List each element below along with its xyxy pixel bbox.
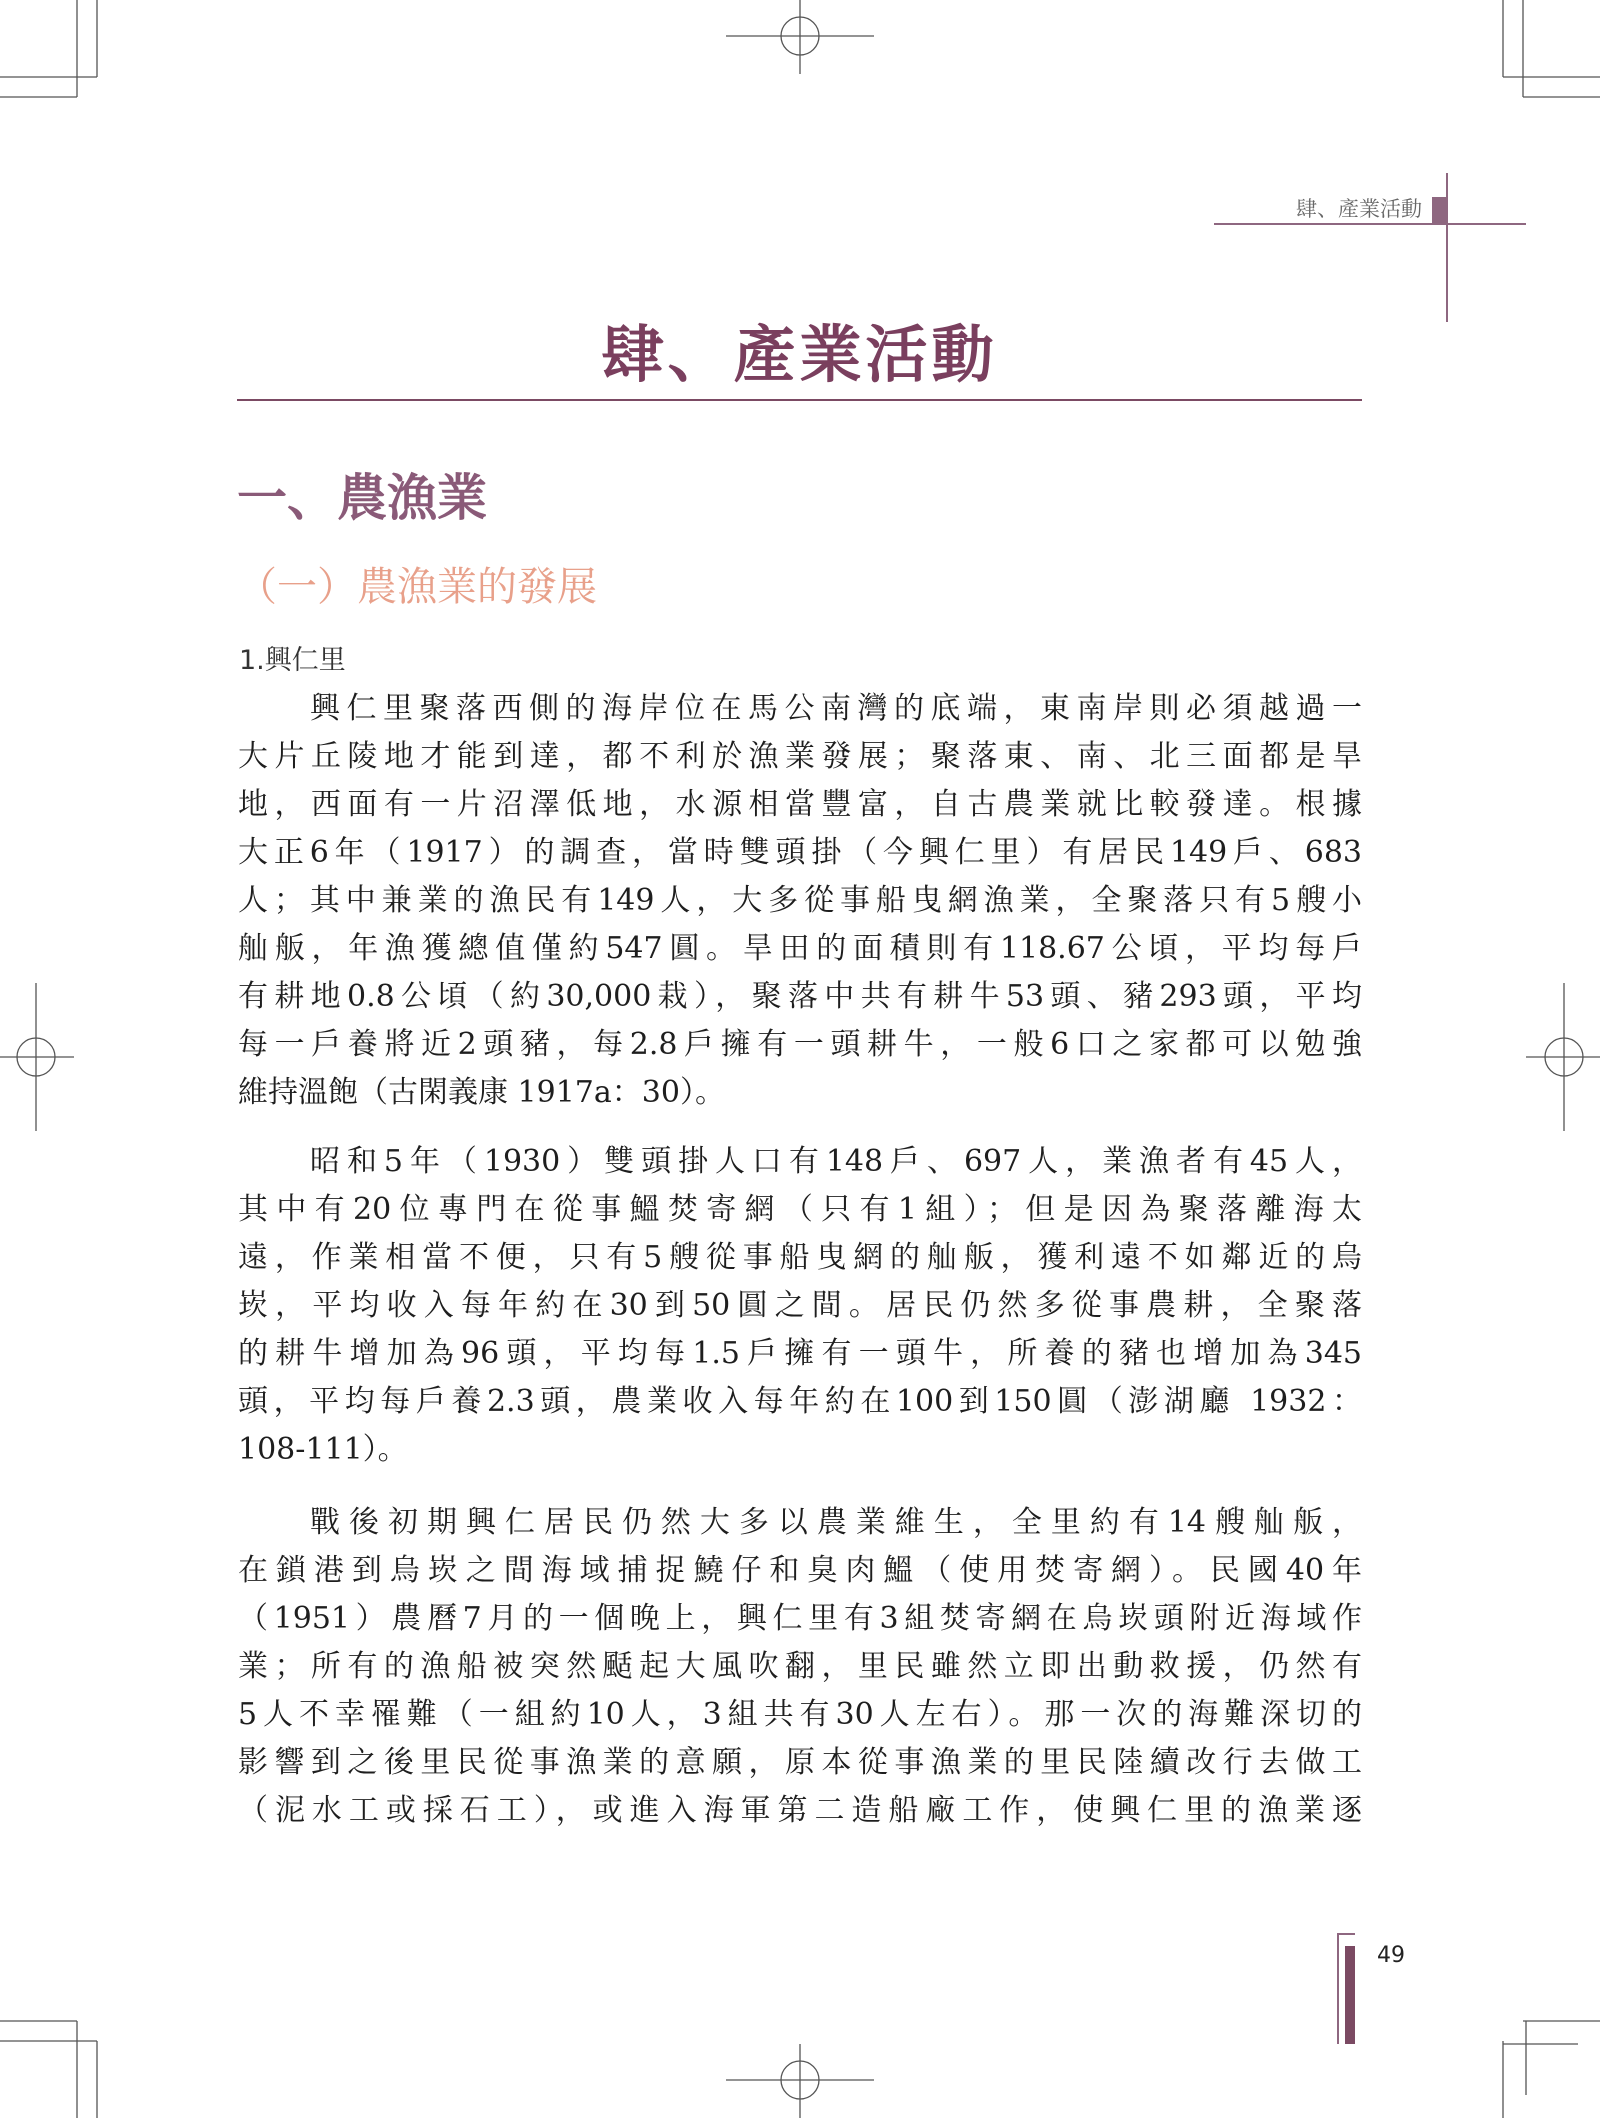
text-line: 興仁里聚落西側的海岸位在馬公南灣的底端，東南岸則必須越過一 xyxy=(310,691,1362,726)
text-line: 在鎖港到烏崁之間海域捕捉鱙仔和臭肉鰮（使用焚寄網）。民國40年 xyxy=(238,1553,1362,1588)
text-line: 影響到之後里民從事漁業的意願，原本從事漁業的里民陸續改行去做工 xyxy=(238,1745,1362,1780)
paragraph-1 xyxy=(238,685,1362,1117)
text-line: （泥水工或採石工），或進入海軍第二造船廠工作，使興仁里的漁業逐 xyxy=(238,1793,1362,1828)
running-header-block xyxy=(1432,197,1447,224)
chapter-title: 肆、產業活動 xyxy=(601,318,998,391)
text-line: 頭，平均每戶養2.3頭，農業收入每年約在100到150圓（澎湖廳 1932： xyxy=(238,1384,1362,1419)
text-line: （1951）農曆7月的一個晚上，興仁里有3組焚寄網在烏崁頭附近海域作 xyxy=(238,1601,1362,1636)
paragraph-2 xyxy=(238,1138,1362,1474)
paragraph-3 xyxy=(238,1499,1362,1835)
text-line: 舢舨，年漁獲總值僅約547圓。旱田的面積則有118.67公頃，平均每戶 xyxy=(238,931,1362,966)
text-line: 崁，平均收入每年約在30到50圓之間。居民仍然多從事農耕，全聚落 xyxy=(238,1288,1362,1323)
text-line: 有耕地0.8公頃（約30,000栽），聚落中共有耕牛53頭、豬293頭，平均 xyxy=(238,979,1362,1014)
text-line: 戰後初期興仁居民仍然大多以農業維生，全里約有14艘舢舨， xyxy=(310,1505,1362,1540)
text-line: 地，西面有一片沼澤低地，水源相當豐富，自古農業就比較發達。根據 xyxy=(238,787,1362,822)
text-line: 108-111）。 xyxy=(238,1432,408,1467)
text-line: 每一戶養將近2頭豬，每2.8戶擁有一頭耕牛，一般6口之家都可以勉強 xyxy=(238,1027,1362,1062)
text-line: 維持溫飽（古閑義康 1917a：30）。 xyxy=(238,1075,725,1110)
text-line: 人；其中兼業的漁民有149人，大多從事船曳網漁業，全聚落只有5艘小 xyxy=(238,883,1362,918)
running-header: 肆、產業活動 xyxy=(1296,197,1422,221)
subsection-title: （一）農漁業的發展 xyxy=(237,564,597,610)
item-title: 1.興仁里 xyxy=(239,645,346,676)
text-line: 遠，作業相當不便，只有5艘從事船曳網的舢舨，獲利遠不如鄰近的烏 xyxy=(238,1240,1362,1275)
title-divider xyxy=(237,399,1362,401)
section-title: 一、農漁業 xyxy=(237,468,487,527)
text-line: 昭和5年（1930）雙頭掛人口有148戶、697人，業漁者有45人， xyxy=(310,1144,1362,1179)
text-line: 其中有20位專門在從事鰮焚寄網（只有1組）；但是因為聚落離海太 xyxy=(238,1192,1362,1227)
text-line: 的耕牛增加為96頭，平均每1.5戶擁有一頭牛，所養的豬也增加為345 xyxy=(238,1336,1362,1371)
page-number-bar xyxy=(1345,1946,1355,2044)
page-number: 49 xyxy=(1377,1943,1405,1968)
text-line: 大正6年（1917）的調查，當時雙頭掛（今興仁里）有居民149戶、683 xyxy=(238,835,1362,870)
text-line: 5人不幸罹難（一組約10人，3組共有30人左右）。那一次的海難深切的 xyxy=(238,1697,1362,1732)
text-line: 大片丘陵地才能到達，都不利於漁業發展；聚落東、南、北三面都是旱 xyxy=(238,739,1362,774)
text-line: 業；所有的漁船被突然颳起大風吹翻，里民雖然立即出動救援，仍然有 xyxy=(238,1649,1362,1684)
